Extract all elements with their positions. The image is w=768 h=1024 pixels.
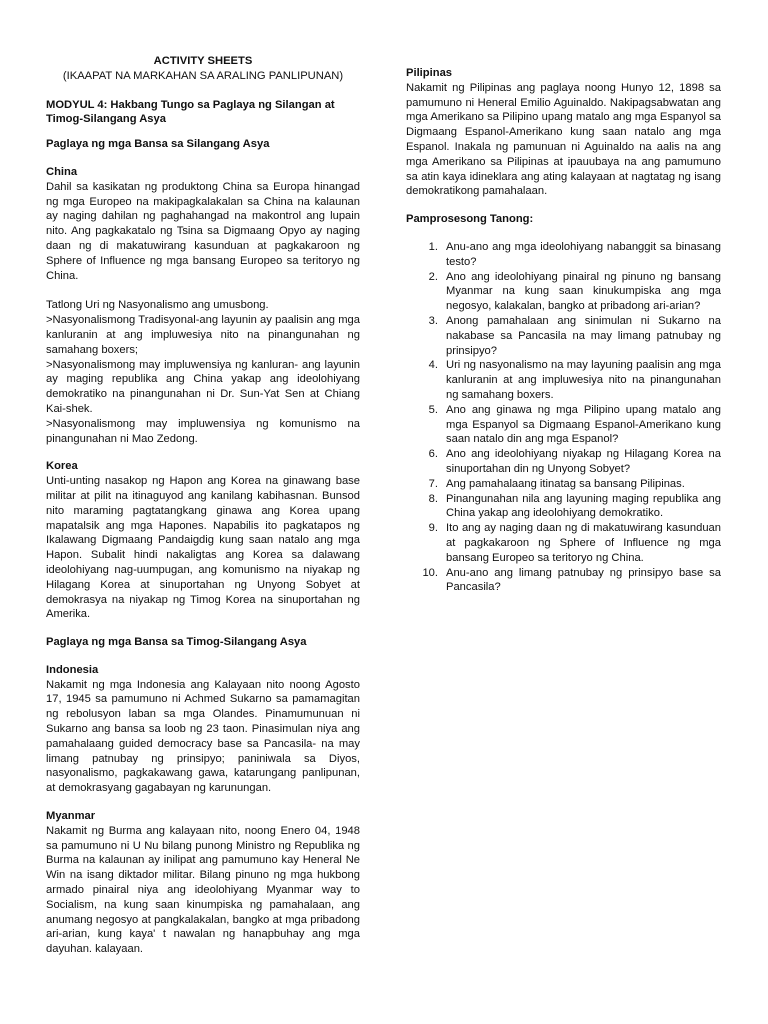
sheet-subtitle: (IKAAPAT NA MARKAHAN SA ARALING PANLIPUNAN) bbox=[62, 69, 344, 82]
question-item: 7. Ang pamahalaang itinatag sa bansang Pilipinas. bbox=[428, 477, 685, 490]
myanmar-body: Nakamit ng Burma ang kalayaan nito, noong Enero 04, 1948 sa pamumuno ni U Nu bilang punong Ministro ng Republika ng Burma na kalaunan ay inilipat ang pamumuno kay Heneral Ne Win na isang diktador militar. Bilang pinuno ng mga hukbong armado pinairal niya ang ideolohiyang Myanmar way to Socialism, na kung saan kinumpiska ng pamahalaan, ang anumang negosyo at pangkalakalan, bangko at mga pribadong ari-arian, kung kaya' t nawalan ng hanapbuhay ang mga dayuhan. kalayaan. bbox=[46, 824, 360, 956]
question-item: 4. Uri ng nasyonalismo na may layuning paalisin ang mga kanluranin at ang impluwesiya nito na pinangunahan ng samahang boxers. bbox=[428, 359, 721, 401]
nasyonalismo-item: >Nasyonalismong may impluwensiya ng komunismo na pinangunahan ni Mao Zedong. bbox=[46, 417, 360, 445]
indonesia-body: Nakamit ng mga Indonesia ang Kalayaan nito noong Agosto 17, 1945 sa pamumuno ni Achmed Sukarno sa pamamagitan ng rebolusyon laban sa mga Olandes. Pinamumunuan ni Sukarno ang bansa sa loob ng 23 taon. Pinasimulan niya ang pamahalaang guided democracy base sa Pancasila- na may limang patnubay ng prinsipyo; paniniwala sa Diyos, nasyonalismo, pagkakawang gawa, katarungang panlipunan, at demokrasyang gagabayan ng karunungan. bbox=[46, 678, 360, 795]
china-heading: China bbox=[46, 165, 78, 178]
sheet-title: ACTIVITY SHEETS bbox=[153, 55, 253, 67]
myanmar-heading: Myanmar bbox=[46, 810, 96, 823]
question-item: 1. Anu-ano ang mga ideolohiyang nabanggit sa binasang testo? bbox=[428, 240, 721, 268]
question-item: 2. Ano ang ideolohiyang pinairal ng pinuno ng bansang Myanmar na kung saan kinukumpiska ang mga negosyo, kalakalan, bangko at pribadong ari-arian? bbox=[428, 270, 721, 313]
southeast-asia-heading: Paglaya ng mga Bansa sa Timog-Silangang Asya bbox=[46, 636, 307, 649]
question-item: 9. Ito ang ay naging daan ng di makatuwirang kasunduan at pagkakaroon ng Sphere of Influence ng mga bansang Europeo sa teritoryo ng China. bbox=[428, 522, 721, 564]
question-item: 5. Ano ang ginawa ng mga Pilipino upang matalo ang mga Espanyol sa Digmaang Espanol-Amerikano kung saan natalo din ang mga Espanol? bbox=[428, 403, 721, 446]
question-item: 10. Anu-ano ang limang patnubay ng prinsipyo base sa Pancasila? bbox=[422, 566, 721, 594]
pilipinas-body: Nakamit ng Pilipinas ang paglaya noong Hunyo 12, 1898 sa pamumuno ni Heneral Emilio Aguinaldo. Nakipagsabwatan ang mga Amerikano sa Pilipino upang matalo ang mga Espanyol sa Digmaang Espanol-Amerikano kung saan natalo ang mga Espanol. Inakala ng pamunuan ni Aguinaldo na aalis na ang mga Amerikano sa Pilipinas at ipauubaya na ang pamumuno sa atin kaya idineklara ang ating kalayaan at nagtatag ng isang demokratikong pamahalaan. bbox=[406, 81, 721, 198]
question-item: 6. Ano ang ideolohiyang niyakap ng Hilagang Korea na sinuportahan din ng Unyong Sobyet? bbox=[428, 448, 721, 475]
nasyonalismo-intro: Tatlong Uri ng Nasyonalismo ang umusbong. bbox=[46, 299, 269, 312]
question-item: 3. Anong pamahalaan ang sinimulan ni Sukarno na nakabase sa Pancasila na may limang patnubay ng prinsipyo? bbox=[428, 314, 721, 357]
indonesia-heading: Indonesia bbox=[46, 663, 99, 676]
korea-heading: Korea bbox=[46, 460, 78, 473]
china-body: Dahil sa kasikatan ng produktong China sa Europa hinangad ng mga Europeo na makipagkalakalan sa China na kalaunan ay naging dahilan ng paghahangad na makontrol ang lupain nito. Ang pagkakatalo ng Tsina sa Digmaang Opyo ay naging daan ng di makatuwirang kasunduan at pagkakaroon ng Sphere of Influence ng mga bansang Europeo sa teritoryo ng China. bbox=[46, 180, 360, 282]
left-column bbox=[46, 0, 360, 957]
question-item: 8. Pinangunahan nila ang layuning maging republika ang China yakap ang ideolohiyang demokratiko. bbox=[428, 492, 721, 520]
korea-body: Unti-unting nasakop ng Hapon ang Korea na ginawang base militar at pilit na itinaguyod ang kanilang kabihasnan. Bunsod nito maraming pagtatangkang ginawa ang Korea upang mapatalsik ang mga Hapones. Napabilis ito pagkatapos ng Ikalawang Digmaang Pandaigdig kung saan natalo ang mga Hapon. Subalit hindi nakaligtas ang Korea sa dalawang ideolohiyang nag-uumpugan, ang komunismo na niyakap ng Hilagang Korea at sinuportahan ng Unyong Sobyet at demokrasya na niyakap ng Timog Korea na sinuportahan ng Amerika. bbox=[46, 475, 360, 621]
east-asia-heading: Paglaya ng mga Bansa sa Silangang Asya bbox=[46, 138, 270, 151]
right-column bbox=[406, 0, 721, 595]
nasyonalismo-item: >Nasyonalismong may impluwensiya ng kanluran- ang layunin ay maging republika ang China yakap ang ideolohiyang demokratiko na pinangunahan ni Dr. Sun-Yat Sen at Chiang Kai-shek. bbox=[46, 358, 360, 415]
questions-list bbox=[406, 240, 721, 595]
modyul-title-line2: Timog-Silangang Asya bbox=[46, 113, 166, 126]
pilipinas-heading: Pilipinas bbox=[406, 67, 453, 79]
nasyonalismo-item: >Nasyonalismong Tradisyonal-ang layunin ay paalisin ang mga kanluranin at ang impluwesiya nito na pinangunahan ng samahang boxers; bbox=[46, 314, 360, 356]
modyul-title-line1: MODYUL 4: Hakbang Tungo sa Paglaya ng Silangan at bbox=[46, 98, 335, 111]
questions-heading: Pamprosesong Tanong: bbox=[406, 213, 534, 226]
